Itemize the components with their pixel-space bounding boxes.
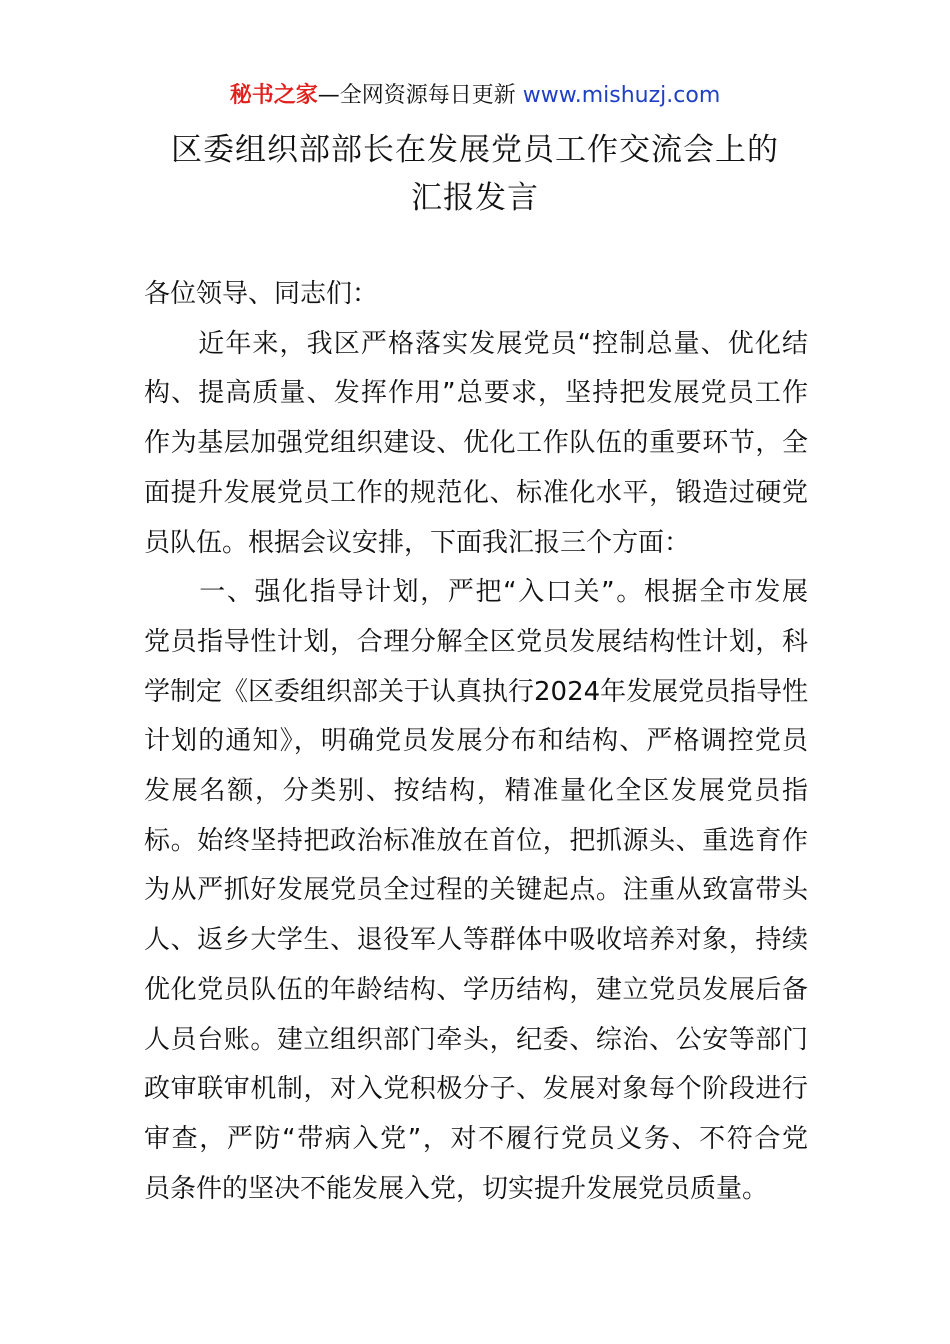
text-line: 人、返乡大学生、退役军人等群体中吸收培养对象，持续 [144,925,808,956]
text-line: 员条件的坚决不能发展入党，切实提升发展党员质量。 [144,1173,769,1204]
text-line: 学制定《区委组织部关于认真执行2024年发展党员指导性 [144,676,808,707]
paragraph-section-one [144,568,808,1214]
salutation: 各位领导、同志们： [144,279,379,309]
site-header [0,80,950,112]
text-line: 优化党员队伍的年龄结构、学历结构，建立党员发展后备 [144,974,808,1005]
text-line: 面提升发展党员工作的规范化、标准化水平，锻造过硬党 [144,477,808,508]
text-line: 发展名额，分类别、按结构，精准量化全区发展党员指 [144,776,808,807]
text-line: 近年来，我区严格落实发展党员“控制总量、优化结 [144,328,808,359]
text-line: 一、强化指导计划，严把“入口关”。根据全市发展 [144,577,808,608]
title-line: 汇报发言 [411,180,539,216]
text-line: 为从严抓好发展党员全过程的关键起点。注重从致富带头 [144,875,808,906]
document-title [0,126,950,222]
title-line: 区委组织部部长在发展党员工作交流会上的 [171,132,779,168]
paragraph-intro [144,320,808,569]
text-line: 计划的通知》，明确党员发展分布和结构、严格调控党员 [144,726,808,757]
text-line: 员队伍。根据会议安排，下面我汇报三个方面： [144,527,691,558]
text-line: 党员指导性计划，合理分解全区党员发展结构性计划，科 [144,626,808,657]
text-line: 标。始终坚持把政治标准放在首位，把抓源头、重选育作 [144,825,808,856]
document-body [144,270,808,1214]
text-line: 作为基层加强党组织建设、优化工作队伍的重要环节，全 [144,428,808,459]
text-line: 构、提高质量、发挥作用”总要求，坚持把发展党员工作 [144,378,808,409]
text-line: 人员台账。建立组织部门牵头，纪委、综治、公安等部门 [144,1024,808,1055]
site-brand: 秘书之家 [229,83,318,108]
text-line: 政审联审机制，对入党积极分子、发展对象每个阶段进行 [144,1074,808,1105]
site-url[interactable]: www.mishuzj.com [522,83,721,108]
text-line: 审查，严防“带病入党”，对不履行党员义务、不符合党 [144,1123,808,1154]
site-tagline: —全网资源每日更新 [317,83,516,108]
